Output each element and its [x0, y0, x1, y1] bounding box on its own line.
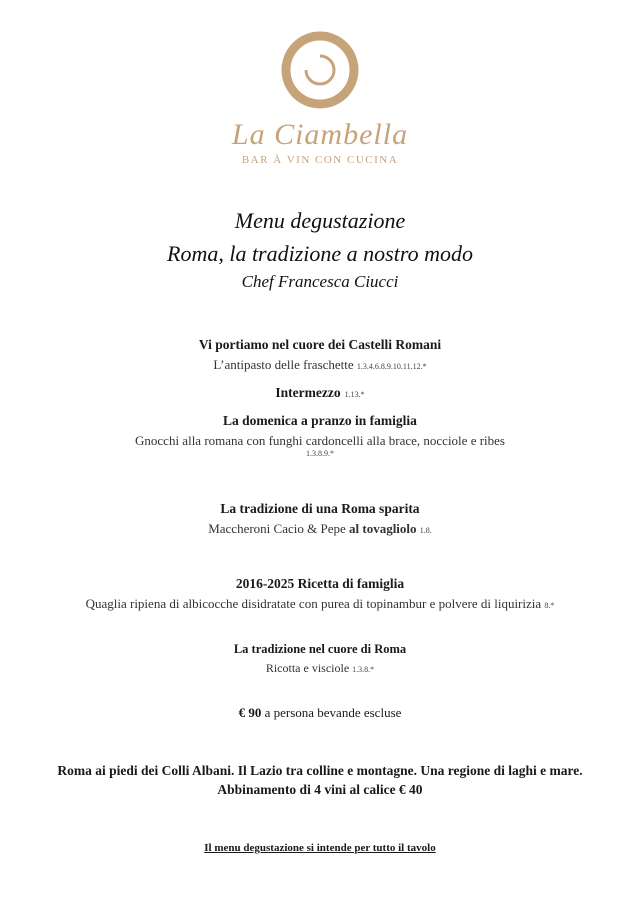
price-amount: € 90: [238, 705, 262, 720]
course-3: [0, 413, 640, 458]
course-title: La domenica a pranzo in famiglia: [223, 413, 417, 428]
wine-region-text: Roma ai piedi dei Colli Albani. Il Lazio tra colline e montagne. Una regione di laghi e mare.: [57, 763, 583, 778]
course-description: Ricotta e visciole 1.3.8.*: [265, 661, 375, 675]
course-description: Quaglia ripiena di albicocche disidratate con purea di topinambur e polvere di liquirizia 8.*: [85, 596, 555, 611]
chef-name: Chef Francesca Ciucci: [241, 272, 399, 291]
allergen-codes: 1.3.8.9.*: [306, 449, 334, 458]
course-description: Maccheroni Cacio & Pepe al tovagliolo 1.8.: [208, 521, 432, 536]
course-title: Intermezzo: [275, 385, 341, 400]
allergen-codes: 1.13.*: [344, 390, 365, 399]
wine-pairing-price: Abbinamento di 4 vini al calice € 40: [217, 782, 423, 797]
menu-subtitle: Roma, la tradizione a nostro modo: [167, 241, 473, 266]
course-4: [0, 501, 640, 537]
course-2: [0, 384, 640, 402]
course-title: 2016-2025 Ricetta di famiglia: [235, 576, 405, 591]
footer-note: Il menu degustazione si intende per tutto il tavolo: [204, 842, 436, 854]
course-5: [0, 576, 640, 612]
course-title: La tradizione nel cuore di Roma: [233, 642, 407, 656]
menu-title: Menu degustazione: [234, 208, 406, 233]
logo: [0, 28, 640, 112]
price-line: [0, 705, 640, 721]
course-title: Vi portiamo nel cuore dei Castelli Romani: [198, 337, 442, 352]
allergen-codes: 1.8.: [419, 526, 432, 535]
allergen-codes: 8.*: [544, 601, 555, 610]
course-description: Gnocchi alla romana con funghi cardoncelli alla brace, nocciole e ribes: [135, 433, 505, 448]
brand-name: La Ciambella: [231, 118, 409, 151]
course-description: L’antipasto delle fraschette 1.3.4.6.8.9.10.11.12.*: [213, 357, 427, 372]
course-1: [0, 337, 640, 373]
spiral-ring-logo-icon: [280, 28, 360, 112]
wine-pairing: [0, 763, 640, 798]
course-title: La tradizione di una Roma sparita: [220, 501, 420, 516]
course-6: [0, 642, 640, 676]
allergen-codes: 1.3.4.6.8.9.10.11.12.*: [356, 362, 427, 371]
allergen-codes: 1.3.8.*: [352, 665, 375, 674]
price-note: a persona bevande escluse: [264, 705, 402, 720]
brand-tagline: BAR À VIN CON CUCINA: [241, 154, 399, 166]
